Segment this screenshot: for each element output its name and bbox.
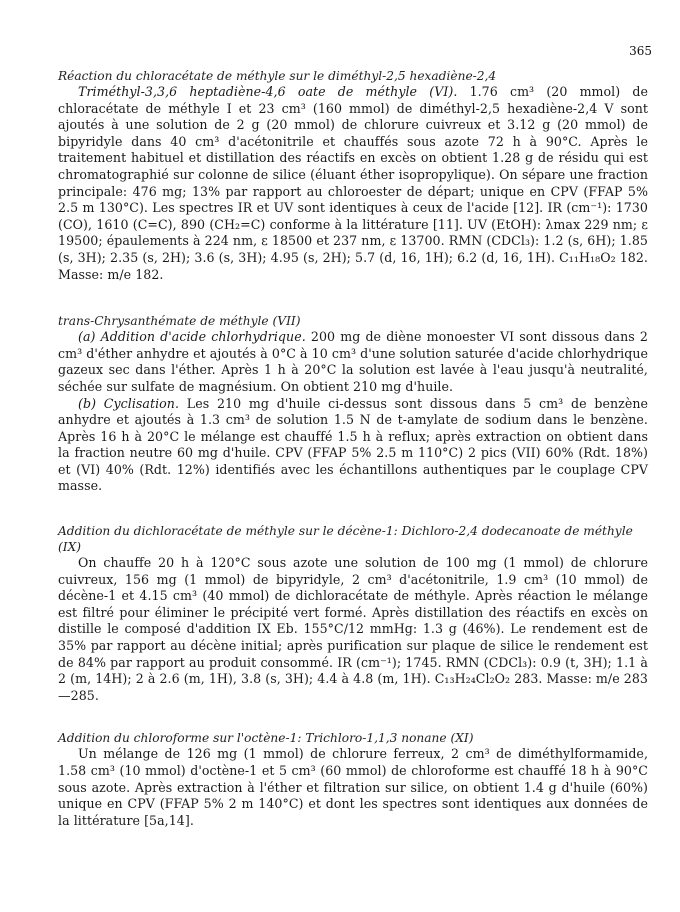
section-paragraph <box>58 84 648 283</box>
section-xi <box>58 730 648 829</box>
section-paragraph <box>58 329 648 395</box>
paragraph-text: 1.76 cm³ (20 mmol) de chloracétate de méthyle I et 23 cm³ (160 mmol) de diméthyl-2,5 hexadiène-2,4 V sont ajoutés à une solution de 2 g (20 mmol) de chlorure cuivreux et 3.12 g (20 mmol) de bipyridyle dans 40 cm³ d'acétonitrile et chauffés sous azote 72 h à 90°C. Après le traitement habituel et distillation des réactifs en excès on obtient 1.28 g de résidu qui est chromatographié sur colonne de silice (éluant éther isopropylique). On sépare une fraction principale: 476 mg; 13% par rapport au chloroester de départ; unique en CPV (FFAP 5% 2.5 m 130°C). Les spectres IR et UV sont identiques à ceux de l'acide [12]. IR (cm⁻¹): 1730 (CO), 1610 (C=C), 890 (CH₂=C) conforme à la littérature [11]. UV (EtOH): λmax 229 nm; ε 19500; épaulements à 224 nm, ε 18500 et 237 nm, ε 13700. RMN (CDCl₃): 1.2 (s, 6H); 1.85 (s, 3H); 2.35 (s, 2H); 3.6 (s, 3H); 4.95 (s, 2H); 5.7 (d, 16, 1H); 6.2 (d, 16, 1H). C₁₁H₁₈O₂ 182. Masse: m/e 182. <box>58 84 649 282</box>
section-paragraph <box>58 396 648 496</box>
compound-title: Triméthyl-3,3,6 heptadiène-4,6 oate de méthyle (VI). <box>78 84 458 99</box>
section-vii <box>58 313 648 495</box>
paragraph-text: Les 210 mg d'huile ci-dessus sont dissous dans 5 cm³ de benzène anhydre et ajoutés à 1.3 cm³ de solution 1.5 N de t-amylate de sodium dans le benzène. Après 16 h à 20°C le mélange est chauffé 1.5 h à reflux; après extraction on obtient dans la fraction neutre 60 mg d'huile. CPV (FFAP 5% 2.5 m 110°C) 2 pics (VII) 60% (Rdt. 18%) et (VI) 40% (Rdt. 12%) identifiés avec les échantillons authentiques par le couplage CPV masse. <box>58 395 648 494</box>
paragraph-text: 200 mg de diène monoester VI sont dissous dans 2 cm³ d'éther anhydre et ajoutés à 0°C à 10 cm³ d'une solution saturée d'acide chlorhydrique gazeux sec dans l'éther. Après 1 h à 20°C la solution est lavée à l'eau jusqu'à neutralité, séchée sur sulfate de magnésium. On obtient 210 mg d'huile. <box>58 329 648 394</box>
section-heading: Addition du dichloracétate de méthyle sur le décène-1: Dichloro-2,4 dodecanoate de méthyle (IX) <box>58 524 633 555</box>
section-paragraph: On chauffe 20 h à 120°C sous azote une solution de 100 mg (1 mmol) de chlorure cuivreux, 156 mg (1 mmol) de bipyridyle, 2 cm³ d'acétonitrile, 1.9 cm³ (10 mmol) de décène-1 et 4.15 cm³ (40 mmol) de dichloracétate de méthyle. Après réaction le mélange est filtré pour éliminer le précipité vert formé. Après distillation des réactifs en excès on distille le composé d'addition IX Eb. 155°C/12 mmHg: 1.3 g (46%). Le rendement est de 35% par rapport au décène initial; après purification sur plaque de silice le rendement est de 84% par rapport au produit consommé. IR (cm⁻¹); 1745. RMN (CDCl₃): 0.9 (t, 3H); 1.1 à 2 (m, 14H); 2 à 2.6 (m, 1H), 3.8 (s, 3H); 4.4 à 4.8 (m, 1H). C₁₃H₂₄Cl₂O₂ 283. Masse: m/e 283—285. <box>58 555 648 703</box>
section-vi <box>58 68 648 283</box>
section-ix <box>58 523 648 704</box>
part-label: (b) Cyclisation. <box>78 395 180 411</box>
page-number: 365 <box>629 44 652 58</box>
section-heading: Addition du chloroforme sur l'octène-1: Trichloro-1,1,3 nonane (XI) <box>58 731 474 746</box>
article-body <box>58 68 648 829</box>
section-heading: Réaction du chloracétate de méthyle sur le diméthyl-2,5 hexadiène-2,4 <box>58 69 497 83</box>
part-label: (a) Addition d'acide chlorhydrique. <box>78 329 306 345</box>
section-paragraph: Un mélange de 126 mg (1 mmol) de chlorure ferreux, 2 cm³ de diméthylformamide, 1.58 cm³ (10 mmol) d'octène-1 et 5 cm³ (60 mmol) de chloroforme est chauffé 18 h à 90°C sous azote. Après extraction à l'éther et filtration sur silice, on obtient 1.4 g d'huile (60%) unique en CPV (FFAP 5% 2 m 140°C) et dont les spectres sont identiques aux données de la littérature [5a,14]. <box>58 746 648 828</box>
section-heading: trans-Chrysanthémate de méthyle (VII) <box>58 314 301 329</box>
